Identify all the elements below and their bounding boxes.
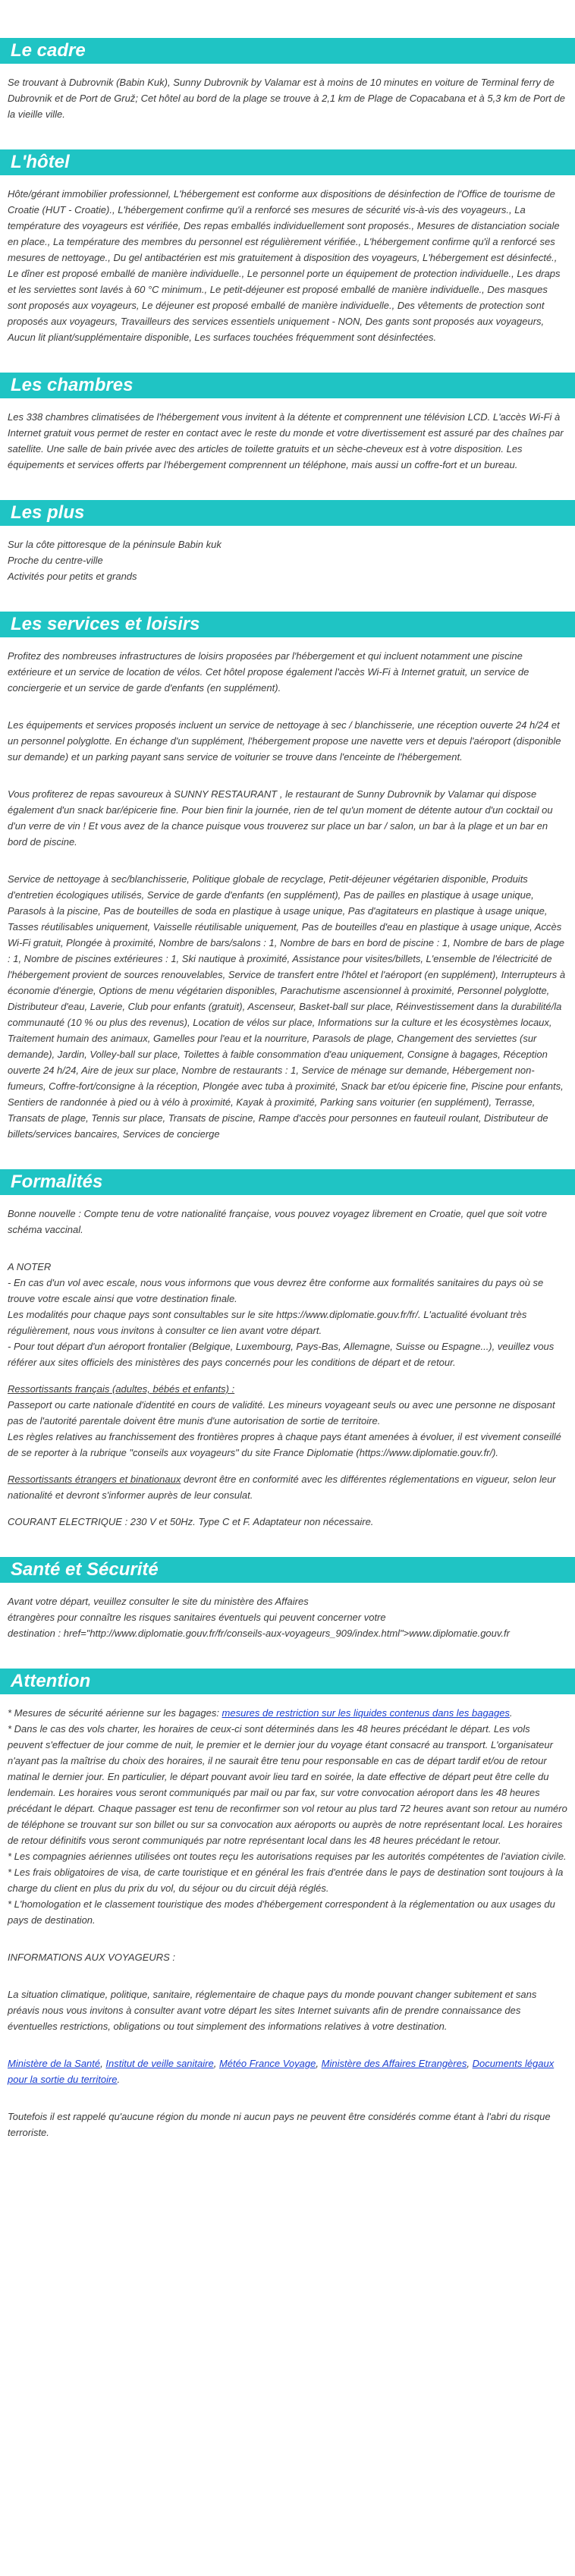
- cadre-text: Se trouvant à Dubrovnik (Babin Kuk), Sunny Dubrovnik by Valamar est à moins de 10 minutes en voiture de Terminal ferry de Dubrovnik et de Port de Gruž; Cet hôtel au bord de la plage se trouve à 2,1 km de Plage de Copacabana et à 5,3 km de Port de la vieille ville.: [8, 77, 565, 120]
- services-paragraph: Les équipements et services proposés incluent un service de nettoyage à sec / blanchisserie, une réception ouverte 24 h/24 et un personnel polyglotte. En échange d'un supplément, l'hébergement propose une navette vers et depuis l'aéroport (disponible sur demande) et un parking payant sans service de voiturier se trouve dans l'enceinte de l'hébergement.: [8, 719, 561, 763]
- section-title-plus: Les plus: [0, 500, 575, 526]
- documents-legaux-link[interactable]: Documents légaux pour la sortie du territoire: [8, 2058, 555, 2085]
- plus-item: Activités pour petits et grands: [8, 571, 137, 582]
- sante-line: étrangères pour connaître les risques sanitaires éventuels qui peuvent concerner votre: [8, 1612, 386, 1623]
- terrorisme-note: Toutefois il est rappelé qu'aucune région du monde ni aucun pays ne peuvent être considérés comme étant à l'abri du risque terroriste.: [8, 2111, 551, 2138]
- affaires-etrangeres-link[interactable]: Ministère des Affaires Etrangères: [321, 2058, 467, 2069]
- section-title-hotel: L'hôtel: [0, 149, 575, 175]
- section-title-services: Les services et loisirs: [0, 612, 575, 637]
- section-chambres: [0, 363, 575, 491]
- ressortissants-etr-text: devront être en conformité avec les différentes réglementations en vigueur, selon leur nationalité et devront s'informer auprès de leur consulat.: [8, 1474, 556, 1501]
- anoter-line: - En cas d'un vol avec escale, nous vous informons que vous devrez être conforme aux formalités sanitaires du pays où se trouve votre escale ainsi que votre destination finale.: [8, 1277, 544, 1304]
- bagages-restriction-link[interactable]: mesures de restriction sur les liquides contenus dans les bagages: [222, 1707, 510, 1719]
- plus-item: Sur la côte pittoresque de la péninsule Babin kuk: [8, 539, 222, 550]
- section-hotel: [0, 140, 575, 363]
- courant-electrique: COURANT ELECTRIQUE : 230 V et 50Hz. Type C et F. Adaptateur non nécessaire.: [8, 1516, 374, 1527]
- ressortissants-fr-heading: Ressortissants français (adultes, bébés et enfants) :: [8, 1383, 235, 1395]
- chambres-text: Les 338 chambres climatisées de l'hébergement vous invitent à la détente et comprennent une télévision LCD. L'accès Wi-Fi à Internet gratuit vous permet de rester en contact avec le reste du monde et votre divertissement est assuré par des chaînes par satellite. Une salle de bain privée avec des articles de toilette gratuits et un sèche-cheveux est à votre disposition. Les équipements et services offerts par l'hébergement comprennent un téléphone, mais aussi un coffre-fort et un bureau.: [8, 411, 564, 470]
- ressortissants-fr-line: Les règles relatives au franchissement des frontières propres à chaque pays étant amenées à évoluer, il est vivement conseillé de se reporter à la rubrique "conseils aux voyageurs" du site France Diplomatie (https://www.diplomatie.gouv.fr/).: [8, 1431, 561, 1458]
- anoter-heading: A NOTER: [8, 1261, 52, 1272]
- plus-item: Proche du centre-ville: [8, 555, 103, 566]
- section-attention: [0, 1659, 575, 2159]
- sante-line: destination : href="http://www.diplomatie.gouv.fr/fr/conseils-aux-voyageurs_909/index.html">www.diplomatie.gouv.fr: [8, 1628, 510, 1639]
- links-end: .: [117, 2074, 121, 2085]
- section-plus: [0, 491, 575, 602]
- section-sante: [0, 1548, 575, 1659]
- section-title-attention: Attention: [0, 1669, 575, 1694]
- info-links: [8, 2055, 567, 2087]
- ressortissants-etr-heading: Ressortissants étrangers et binationaux: [8, 1474, 181, 1485]
- bagages-suffix: .: [509, 1707, 513, 1719]
- sante-line: Avant votre départ, veuillez consulter le site du ministère des Affaires: [8, 1596, 309, 1607]
- bagages-prefix: * Mesures de sécurité aérienne sur les bagages:: [8, 1707, 222, 1719]
- section-formalites: [0, 1160, 575, 1548]
- attention-horaires: * Dans le cas des vols charter, les horaires de ceux-ci sont déterminés dans les 48 heures précédant le départ. Les vols peuvent s'effectuer de jour comme de nuit, le premier et le dernier jour du voyage étant consacré au transport. L'organisateur n'ayant pas la maîtrise du choix des horaires, il ne saurait être tenu pour responsable en cas de départ tardif et/ou de retour matinal le dernier jour. En particulier, le départ pouvant avoir lieu tard en soirée, la date effective de départ peut être celle du lendemain. Les horaires vous seront communiqués par mail ou par fax, sur votre convocation aéroport dans les 48 heures précédant le départ. Chaque passager est tenu de reconfirmer son vol retour au plus tard 72 heures avant son retour au numéro de téléphone se trouvant sur son billet ou sur sa convocation aux aéroports ou auprès de notre représentant local. Les horaires de retour définitifs vous seront communiqués par notre représentant local dans les 48 heures précédant le retour.: [8, 1723, 567, 1846]
- ressortissants-fr-line: Passeport ou carte nationale d'identité en cours de validité. Les mineurs voyageant seuls ou avec une personne ne disposant pas de l'autorité parentale doivent être munis d'une autorisation de sortie de territoire.: [8, 1399, 555, 1426]
- section-cadre: [0, 0, 575, 140]
- veille-sanitaire-link[interactable]: Institut de veille sanitaire: [105, 2058, 214, 2069]
- hotel-text: Hôte/gérant immobilier professionnel, L'hébergement est conforme aux dispositions de désinfection de l'Office de tourisme de Croatie (HUT - Croatie)., L'hébergement confirme qu'il a renforcé ses mesures de sécurité vis-à-vis des voyageurs., La température des voyageurs est vérifiée, Des repas emballés individuellement sont proposés., Mesures de distanciation sociale en place., La température des membres du personnel est régulièrement vérifiée., L'hébergement confirme qu'il a renforcé ses mesures de nettoyage., Du gel antibactérien est mis gratuitement à disposition des voyageurs, L'hébergement est désinfecté., Le dîner est proposé emballé de manière individuelle., Le personnel porte un équipement de protection individuelle., Les draps et les serviettes sont lavés à 60 °C minimum., Le petit-déjeuner est proposé emballé de manière individuelle., Des masques sont proposés aux voyageurs, Le déjeuner est proposé emballé de manière individuelle., Des vêtements de protection sont proposés aux voyageurs, Travailleurs des services essentiels uniquement - NON, Des gants sont proposés aux voyageurs, Aucun lit pliant/supplémentaire disponible, Les surfaces touchées fréquemment sont désinfectées.: [8, 188, 561, 343]
- info-voyageurs-text: La situation climatique, politique, sanitaire, réglementaire de chaque pays du monde pouvant changer subitement et sans préavis nous vous invitons à consulter avant votre départ les sites Internet suivants afin de prendre connaissance des éventuelles restrictions, obligations ou tout simplement des informations relatives à votre destination.: [8, 1989, 537, 2032]
- section-services: [0, 602, 575, 1160]
- services-paragraph: Service de nettoyage à sec/blanchisserie, Politique globale de recyclage, Petit-déjeuner végétarien disponible, Produits d'entretien écologiques utilisés, Service de garde d'enfants (en supplément), Pas de pailles en plastique à usage unique, Parasols à la piscine, Pas de bouteilles de soda en plastique à usage unique, Pas d'agitateurs en plastique à usage unique, Tasses réutilisables uniquement, Vaisselle réutilisable uniquement, Pas de bouteilles d'eau en plastique à usage unique, Accès Wi-Fi gratuit, Plongée à proximité, Nombre de bars/salons : 1, Nombre de bars en bord de piscine : 1, Nombre de bars de plage : 1, Nombre de piscines extérieures : 1, Ski nautique à proximité, Assistance pour visites/billets, L'ensemble de l'électricité de l'hébergement provient de sources renouvelables, Service de transfert entre l'hôtel et l'aéroport (en supplément), Interrupteurs à économie d'énergie, Options de menu végétarien disponibles, Parachutisme ascensionnel à proximité, Personnel polyglotte, Distributeur d'eau, Laverie, Club pour enfants (gratuit), Ascenseur, Basket-ball sur place, Réinvestissement dans la durabilité/la communauté (10 % ou plus des revenus), Location de vélos sur place, Informations sur la culture et les écosystèmes locaux, Traitement humain des animaux, Gamelles pour l'eau et la nourriture, Parasols de plage, Changement des serviettes (sur demande), Jardin, Volley-ball sur place, Toilettes à faible consommation d'eau uniquement, Consigne à bagages, Réception ouverte 24 h/24, Aire de jeux sur place, Nombre de restaurants : 1, Service de ménage sur demande, Hébergement non-fumeurs, Coffre-fort/consigne à la réception, Plongée avec tuba à proximité, Snack bar et/ou épicerie fine, Piscine pour enfants, Sentiers de randonnée à pied ou à vélo à proximité, Kayak à proximité, Parking sans voiturier (en supplément), Terrasse, Transats de plage, Tennis sur place, Transats de piscine, Rampe d'accès pour personnes en fauteuil roulant, Distributeur de billets/services bancaires, Services de concierge: [8, 873, 566, 1140]
- attention-compagnies: * Les compagnies aériennes utilisées ont toutes reçu les autorisations requises par les autorités compétentes de l'aviation civile.: [8, 1851, 567, 1862]
- section-title-cadre: Le cadre: [0, 38, 575, 64]
- attention-homologation: * L'homologation et le classement touristique des modes d'hébergement correspondent à la réglementation ou aux usages du pays de destination.: [8, 1898, 555, 1926]
- anoter-line: - Pour tout départ d'un aéroport frontalier (Belgique, Luxembourg, Pays-Bas, Allemagne, Suisse ou Espagne...), veuillez vous référer aux sites officiels des ministères des pays concernés pour les conditions de départ et de retour.: [8, 1341, 555, 1368]
- link-separator: ,: [213, 2058, 219, 2069]
- section-title-sante: Santé et Sécurité: [0, 1557, 575, 1583]
- attention-frais: * Les frais obligatoires de visa, de carte touristique et en général les frais d'entrée dans le pays de destination sont toujours à la charge du client en plus du prix du vol, du séjour ou du circuit déjà réglés.: [8, 1867, 564, 1894]
- formalites-intro: Bonne nouvelle : Compte tenu de votre nationalité française, vous pouvez voyagez librement en Croatie, quel que soit votre schéma vaccinal.: [8, 1208, 548, 1235]
- anoter-line: Les modalités pour chaque pays sont consultables sur le site https://www.diplomatie.gouv.fr/fr/. L'actualité évoluant très régulièrement, nous vous invitons à consulter ce lien avant votre départ.: [8, 1309, 527, 1336]
- link-separator: ,: [100, 2058, 106, 2069]
- meteo-france-link[interactable]: Météo France Voyage: [218, 2058, 316, 2069]
- link-separator: ,: [316, 2058, 322, 2069]
- section-title-chambres: Les chambres: [0, 373, 575, 398]
- ministere-sante-link[interactable]: Ministère de la Santé: [8, 2058, 101, 2069]
- services-paragraph: Vous profiterez de repas savoureux à SUNNY RESTAURANT , le restaurant de Sunny Dubrovnik by Valamar qui dispose également d'un snack bar/épicerie fine. Pour bien finir la journée, rien de tel qu'un moment de détente autour d'un cocktail ou d'un verre de vin ! Et vous avez de la chance puisque vous trouverez sur place un bar / salon, un bar à la plage et un bar en bord de piscine.: [8, 788, 553, 848]
- info-voyageurs-heading: INFORMATIONS AUX VOYAGEURS :: [8, 1952, 176, 1963]
- services-paragraph: Profitez des nombreuses infrastructures de loisirs proposées par l'hébergement et qui incluent notamment une piscine extérieure et un service de location de vélos. Cet hôtel propose également l'accès Wi-Fi à Internet gratuit, un service de conciergerie et un service de garde d'enfants (en supplément).: [8, 650, 529, 694]
- link-separator: ,: [467, 2058, 473, 2069]
- section-title-formalites: Formalités: [0, 1169, 575, 1195]
